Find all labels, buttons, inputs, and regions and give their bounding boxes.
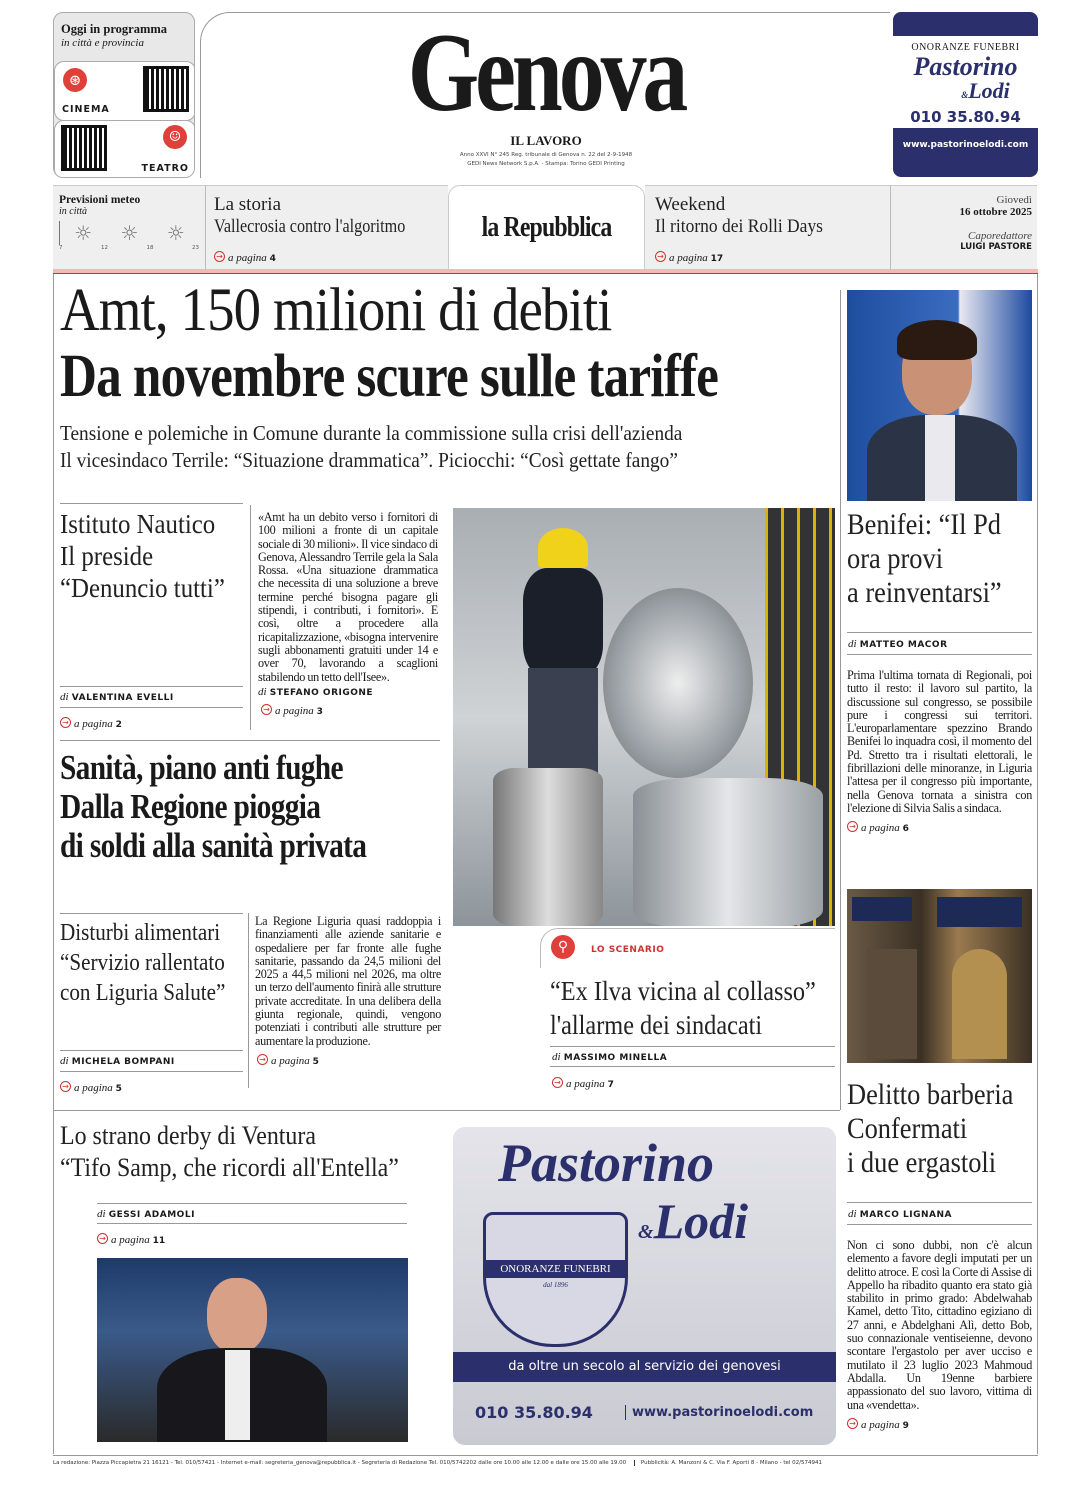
headline-line: di soldi alla sanità privata <box>60 826 367 865</box>
sanita-body-column <box>255 915 441 1068</box>
editor-role: Caporedattore <box>968 230 1032 242</box>
page-link[interactable] <box>847 816 1032 835</box>
page-link[interactable] <box>255 1049 441 1068</box>
page-link[interactable] <box>60 1076 243 1095</box>
film-reel-icon: ⊛ <box>63 68 87 92</box>
headline-line: Disturbi alimentari <box>60 920 221 946</box>
masthead <box>200 12 890 178</box>
sun-icon: ☼ <box>166 221 185 245</box>
cinema-link[interactable] <box>54 61 195 121</box>
byline <box>258 686 438 698</box>
ad-shield-logo <box>483 1212 628 1347</box>
sanita-headline[interactable] <box>60 748 445 865</box>
benifei-column <box>847 508 1032 835</box>
byline-author: GESSI ADAMOLI <box>108 1210 195 1220</box>
byline-di: di <box>60 691 69 703</box>
headline-line: “Denuncio tutti” <box>60 573 225 603</box>
repubblica-title: la Repubblica <box>481 212 612 243</box>
headline-line: Delitto barberia <box>847 1078 1014 1111</box>
nautico-headline[interactable] <box>60 508 243 686</box>
masthead-info: Anno XXVI N° 245 Reg. tribunale di Genova n. 22 del 2-9-1948 <box>459 152 633 158</box>
page-num: 3 <box>316 706 323 717</box>
benifei-body: Prima l'ultima tornata di Regionali, poi tutto il resto: il lavoro sul partito, la discussione sul congresso, se possibile pure i congressi sui territori. L'europarlamentare spezzino Brando Benifei lo inquadra così, il momento del Pd. Stretto tra i risultati elettorali, le fibrillazioni delle minoranze, in Liguria l'attesa per il congresso più importante, nella Genova tornata a sinistra con l'elezione di Silvia Salis a sindaca. <box>847 668 1032 815</box>
lead-body: «Amt ha un debito verso i fornitori di 100 milioni a fronte di un capitale sociale di 30 milioni». Il vice sindaco di Genova, Alessandro Terrile gela la Sala Rossa. «Una situazione drammatica che necessita di una soluzione a breve termine perché bisogna pagare gli stipendi, i contributi, i fornitori». E così, oltre a procedere alla ricapitalizzazione, «bisogna intervenire sugli abbonamenti gratuiti under 14 e over 70, lavorando a scaglioni stabilendo un tetto dell'Isee». <box>258 510 438 684</box>
barbershop-photo <box>847 889 1032 1063</box>
page-ref: a pagina <box>275 704 314 717</box>
page-num: 17 <box>710 254 724 264</box>
sun-icon: ☼ <box>74 221 93 245</box>
theatre-mask-icon: ☺ <box>163 125 187 149</box>
page-num: 5 <box>312 1056 319 1067</box>
teaser-title: Il ritorno dei Rolli Days <box>655 216 823 237</box>
page-link[interactable] <box>258 699 438 718</box>
disturbi-headline[interactable] <box>60 918 243 1050</box>
headline-line: Sanità, piano anti fughe <box>60 748 343 787</box>
lead-headline-line: Amt, 150 milioni di debiti <box>60 277 612 344</box>
editor-name: LUIGI PASTORE <box>960 242 1032 252</box>
subhead-line: Tensione e polemiche in Comune durante la commissione sulla crisi dell'azienda <box>60 421 683 445</box>
arrow-icon: → <box>214 251 225 262</box>
subhead-line: Il vicesindaco Terrile: “Situazione drammatica”. Piciocchi: “Così gettate fango” <box>60 448 678 472</box>
cinema-label: CINEMA <box>62 104 110 115</box>
sun-icon: ☼ <box>120 221 139 245</box>
headline-line: “Tifo Samp, che ricordi all'Entella” <box>60 1153 399 1182</box>
teatro-label: TEATRO <box>141 163 189 174</box>
ad-since: dal 1896 <box>543 1281 568 1289</box>
footer-pubblicita: Pubblicità: A. Manzoni & C. Via F. Aporti 8 - Milano - tel 02/574941 <box>634 1460 822 1466</box>
headline-line: Istituto Nautico <box>60 509 216 539</box>
meteo-title: Previsioni meteo <box>59 194 141 206</box>
page-ref: a pagina <box>111 1234 150 1246</box>
ad-tagline: da oltre un secolo al servizio dei genovesi <box>453 1352 836 1382</box>
masthead-subtitle: IL LAVORO <box>510 133 582 148</box>
headline-line: Confermati <box>847 1112 968 1145</box>
arrow-icon: → <box>257 1054 268 1065</box>
page-num: 2 <box>115 720 122 730</box>
meteo-hour: 18 <box>146 245 154 251</box>
teaser-storia[interactable] <box>205 185 448 271</box>
byline-di: di <box>60 1055 69 1067</box>
page-num: 6 <box>902 824 909 835</box>
benifei-photo <box>847 290 1032 501</box>
teaser-title: Vallecrosia contro l'algoritmo <box>214 216 406 237</box>
page-num: 11 <box>152 1236 166 1246</box>
derby-headline[interactable] <box>60 1120 445 1184</box>
sanita-body: La Regione Liguria quasi raddoppia i finanziamenti alle aziende sanitarie e ospedaliere per far fronte alle fughe sanitarie, passando da 24,5 milioni del 2025 a 44,5 milioni nel 2026, ma oltre un terzo dell'aumento finirà alle strutture private accreditate. In una delibera della giunta regionale, quindi, vengono potenziati i contributi alle strutture per aumentare la produzione. <box>255 914 441 1048</box>
page-link[interactable] <box>97 1228 407 1247</box>
programma-title: Oggi in programma <box>61 22 168 36</box>
byline <box>60 691 243 703</box>
page-ref: a pagina <box>74 1082 113 1094</box>
ventura-photo <box>97 1258 408 1442</box>
byline-author: MICHELA BOMPANI <box>71 1057 175 1067</box>
footer <box>53 1460 1038 1466</box>
byline-di: di <box>552 1051 561 1063</box>
byline-di: di <box>848 638 857 650</box>
arrow-icon: → <box>60 717 71 728</box>
teaser-kicker: Weekend <box>655 194 726 215</box>
page-ref: a pagina <box>669 252 708 264</box>
meteo-box[interactable] <box>53 185 205 271</box>
derby-meta <box>97 1203 407 1247</box>
byline-author: STEFANO ORIGONE <box>269 687 374 698</box>
scenario-kicker-box <box>540 928 835 968</box>
strip-accent-line <box>53 269 1038 274</box>
date-box <box>890 185 1037 271</box>
headline-line: con Liguria Salute” <box>60 980 226 1006</box>
page-ref: a pagina <box>271 1054 310 1067</box>
date-day: Giovedì <box>996 194 1032 206</box>
nautico-column <box>60 503 243 731</box>
byline <box>97 1208 407 1220</box>
scenario-kicker: LO SCENARIO <box>591 945 665 955</box>
programma-box <box>53 12 195 178</box>
meteo-hour: 23 <box>192 245 199 251</box>
arrow-icon: → <box>261 704 272 715</box>
ad-pastorino[interactable] <box>453 1127 836 1445</box>
delitto-headline[interactable] <box>847 1078 1032 1202</box>
ad-amp: & <box>961 90 969 100</box>
ilva-headline[interactable] <box>550 974 835 1046</box>
page-num: 7 <box>607 1080 614 1090</box>
page-ref: a pagina <box>74 718 113 730</box>
page-ref: a pagina <box>228 252 267 264</box>
ad-brand: Pastorino <box>913 52 1018 81</box>
page-link[interactable] <box>847 1413 1032 1432</box>
byline-di: di <box>848 1208 857 1220</box>
masthead-title: Genova <box>407 11 685 135</box>
teaser-kicker: La storia <box>214 194 282 215</box>
delitto-column <box>847 1078 1032 1432</box>
delitto-body: Non ci sono dubbi, non c'è alcun elemento a favore degli imputati per un delitto atroce. E così la Corte di Assise di Appello ha ribadito quanto era stato già stabilito in primo grado: Abdelwahab Kamel, detto Tito, cittadino egiziano di 27 anni, e Abdelghani Alì, detto Bob, suo connazionale ventiseienne, devono scontare l'ergastolo per aver ucciso e mutilato il 23 luglio 2023 Mahmoud Abdalla. Un 19enne barbiere appassionato del suo lavoro, vittima di una «vendetta». <box>847 1238 1032 1412</box>
arrow-icon: → <box>97 1233 108 1244</box>
headline-line: a reinventarsi” <box>847 576 1002 609</box>
benifei-headline[interactable] <box>847 508 1032 632</box>
byline-author: MATTEO MACOR <box>859 640 948 650</box>
lead-subhead <box>60 420 840 474</box>
meteo-hour: 7 <box>59 245 63 251</box>
arrow-icon: → <box>847 1418 858 1429</box>
headline-line: “Servizio rallentato <box>60 950 225 976</box>
ad-line: ONORANZE FUNEBRI <box>911 42 1020 53</box>
meteo-hour: 12 <box>101 245 108 251</box>
byline-author: MARCO LIGNANA <box>859 1210 952 1220</box>
page-link[interactable] <box>552 1072 835 1091</box>
ad-brand: Pastorino <box>498 1133 715 1193</box>
headline-line: Il preside <box>60 541 154 571</box>
headline-line: Benifei: “Il Pd <box>847 508 1001 541</box>
ad-brand: Lodi <box>653 1193 748 1249</box>
ad-phone: 010 35.80.94 <box>475 1403 593 1422</box>
lead-headline[interactable] <box>60 278 840 410</box>
page-link[interactable] <box>60 712 243 731</box>
ilva-column <box>550 974 835 1091</box>
teatro-link[interactable] <box>54 120 195 178</box>
headline-line: Lo strano derby di Ventura <box>60 1121 316 1150</box>
page-ref: a pagina <box>566 1078 605 1090</box>
date-value: 16 ottobre 2025 <box>959 206 1032 218</box>
footer-redazione: La redazione: Piazza Piccapietra 21 16121 - Tel. 010/57421 - Internet e-mail: segreteria_genova@repubblica.it - Segreteria di Redazione Tel. 010/5742202 dalle ore 10.00 alle 12.00 e dalle ore 15.00 alle 19.00 <box>53 1460 627 1466</box>
ad-brand: Lodi <box>968 78 1010 103</box>
lead-headline-line: Da novembre scure sulle tariffe <box>60 343 718 410</box>
byline <box>848 1208 1032 1220</box>
byline-author: MASSIMO MINELLA <box>563 1053 668 1063</box>
byline-di: di <box>97 1208 106 1220</box>
arrow-icon: → <box>552 1077 563 1088</box>
masthead-info: GEDI News Network S.p.A. - Stampa: Torino GEDI Printing <box>467 161 625 167</box>
teaser-weekend[interactable] <box>645 185 890 271</box>
byline <box>60 1055 243 1067</box>
ilva-photo <box>453 508 835 926</box>
arrow-icon: → <box>60 1081 71 1092</box>
programma-subtitle: in città e provincia <box>61 37 144 49</box>
byline-di: di <box>258 685 267 698</box>
ad-url: www.pastorinoelodi.com <box>625 1405 813 1420</box>
ad-phone: 010 35.80.94 <box>910 108 1021 126</box>
headline-line: i due ergastoli <box>847 1146 997 1179</box>
page-ref: a pagina <box>861 822 900 835</box>
arrow-icon: → <box>847 821 858 832</box>
page-num: 4 <box>269 254 276 264</box>
headline-line: ora provi <box>847 542 944 575</box>
byline <box>848 638 1032 650</box>
ad-top[interactable] <box>893 12 1038 177</box>
lead-body-column <box>258 511 438 718</box>
qr-code-icon[interactable] <box>143 66 189 112</box>
repubblica-logo <box>448 185 645 271</box>
meteo-subtitle: in città <box>59 206 88 217</box>
ad-amp: & <box>638 1221 654 1243</box>
page-num: 5 <box>115 1084 122 1094</box>
arrow-icon: → <box>655 251 666 262</box>
headline-line: Dalla Regione pioggia <box>60 787 321 826</box>
disturbi-column <box>60 913 243 1095</box>
page-ref: a pagina <box>861 1418 900 1431</box>
headline-line: l'allarme dei sindacati <box>550 1010 763 1040</box>
qr-code-icon[interactable] <box>61 125 107 171</box>
magnifier-icon: ⚲ <box>551 935 575 959</box>
byline-author: VALENTINA EVELLI <box>71 693 174 703</box>
ad-url: www.pastorinoelodi.com <box>902 140 1029 150</box>
byline <box>552 1051 835 1063</box>
ad-badge: ONORANZE FUNEBRI <box>486 1260 625 1278</box>
page-num: 9 <box>902 1420 909 1431</box>
headline-line: “Ex Ilva vicina al collasso” <box>550 976 816 1006</box>
